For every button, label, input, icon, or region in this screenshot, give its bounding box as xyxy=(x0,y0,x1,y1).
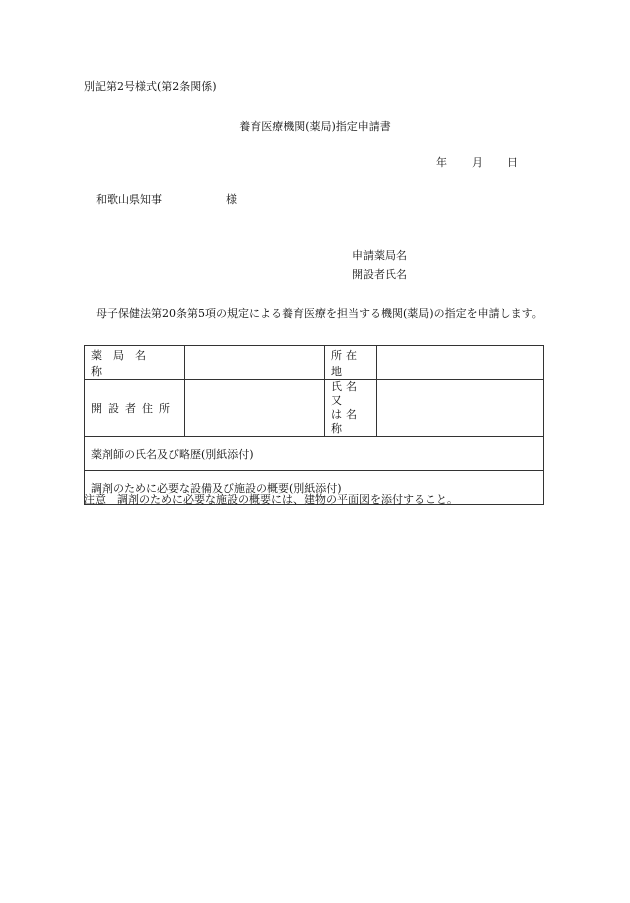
form-number: 別記第2号様式(第2条関係) xyxy=(84,80,217,93)
name-or-title-header xyxy=(325,380,377,437)
date-day-label: 日 xyxy=(507,156,518,169)
application-table xyxy=(84,345,544,505)
location-cell[interactable] xyxy=(377,346,544,380)
pharmacy-name-label: 申請薬局名 xyxy=(352,249,407,262)
facility-overview-cell[interactable]: 調剤のために必要な設備及び施設の概要(別紙添付) xyxy=(85,471,544,505)
pharmacy-name-header-text: 薬局名称 xyxy=(91,348,157,378)
date-month-label: 月 xyxy=(472,156,483,169)
founder-address-cell[interactable] xyxy=(185,380,325,437)
application-statement: 母子保健法第20条第5項の規定による養育医療を担当する機関(薬局)の指定を申請します。 xyxy=(96,307,543,320)
name-or-title-line1: 氏名又 xyxy=(331,380,361,407)
founder-address-header xyxy=(85,380,185,437)
location-header xyxy=(325,346,377,380)
name-or-title-line2: は名称 xyxy=(331,408,361,435)
table-row xyxy=(85,380,544,437)
pharmacy-name-cell[interactable] xyxy=(185,346,325,380)
table-row xyxy=(85,437,544,471)
location-header-text: 所在地 xyxy=(331,348,361,378)
founder-address-header-text: 開設者住所 xyxy=(91,402,176,415)
addressee-honorific: 様 xyxy=(226,193,237,206)
pharmacy-name-header xyxy=(85,346,185,380)
addressee-name: 和歌山県知事 xyxy=(96,193,162,206)
table-row xyxy=(85,346,544,380)
name-or-title-cell[interactable] xyxy=(377,380,544,437)
document-title: 養育医療機関(薬局)指定申請書 xyxy=(239,120,391,133)
date-year-label: 年 xyxy=(436,156,447,169)
founder-name-label: 開設者氏名 xyxy=(352,268,407,281)
pharmacist-history-cell[interactable]: 薬剤師の氏名及び略歴(別紙添付) xyxy=(85,437,544,471)
note-text: 注意 調剤のために必要な施設の概要には、建物の平面図を添付すること。 xyxy=(84,493,458,506)
